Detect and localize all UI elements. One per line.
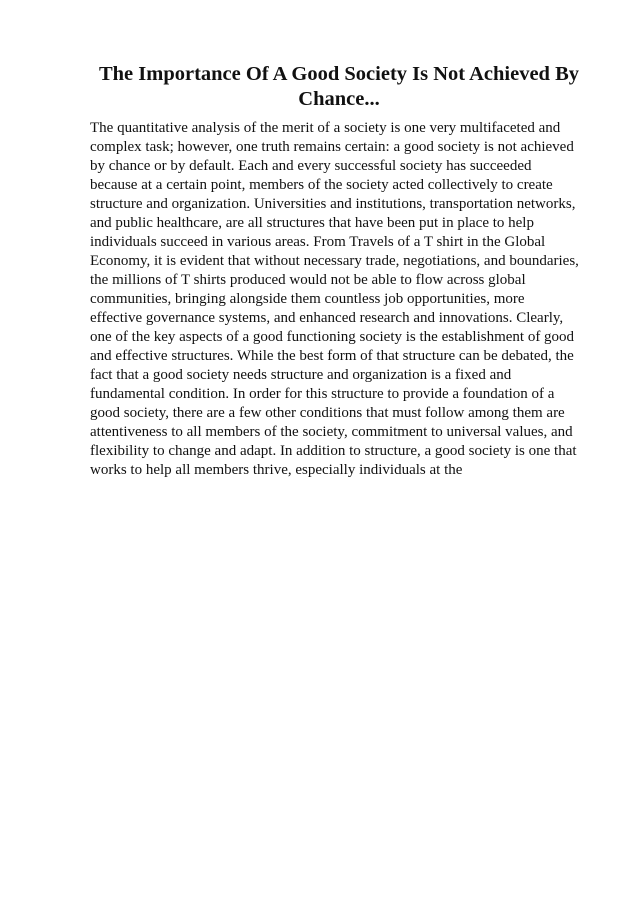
page-title: The Importance Of A Good Society Is Not Achieved By Chance...	[98, 63, 580, 110]
body-paragraph: The quantitative analysis of the merit of a society is one very multifaceted and complex task; however, one truth remains certain: a good society is not achieved by chance or by default. Each and every successful society has succeeded because at a certain point, members of the society acted collectively to create structure and organization. Universities and institutions, transportation networks, and public healthcare, are all structures that have been put in place to help individuals succeed in various areas. From Travels of a T shirt in the Global Economy, it is evident that without necessary trade, negotiations, and boundaries, the millions of T shirts produced would not be able to flow across global communities, bringing alongside them countless job opportunities, more effective governance systems, and enhanced research and innovations. Clearly, one of the key aspects of a good functioning society is the establishment of good and effective structures. While the best form of that structure can be debated, the fact that a good society needs structure and organization is a fixed and fundamental condition. In order for this structure to provide a foundation of a good society, there are a few other conditions that must follow among them are attentiveness to all members of the society, commitment to universal values, and flexibility to change and adapt. In addition to structure, a good society is one that works to help all members thrive, especially individuals at the	[90, 120, 579, 478]
